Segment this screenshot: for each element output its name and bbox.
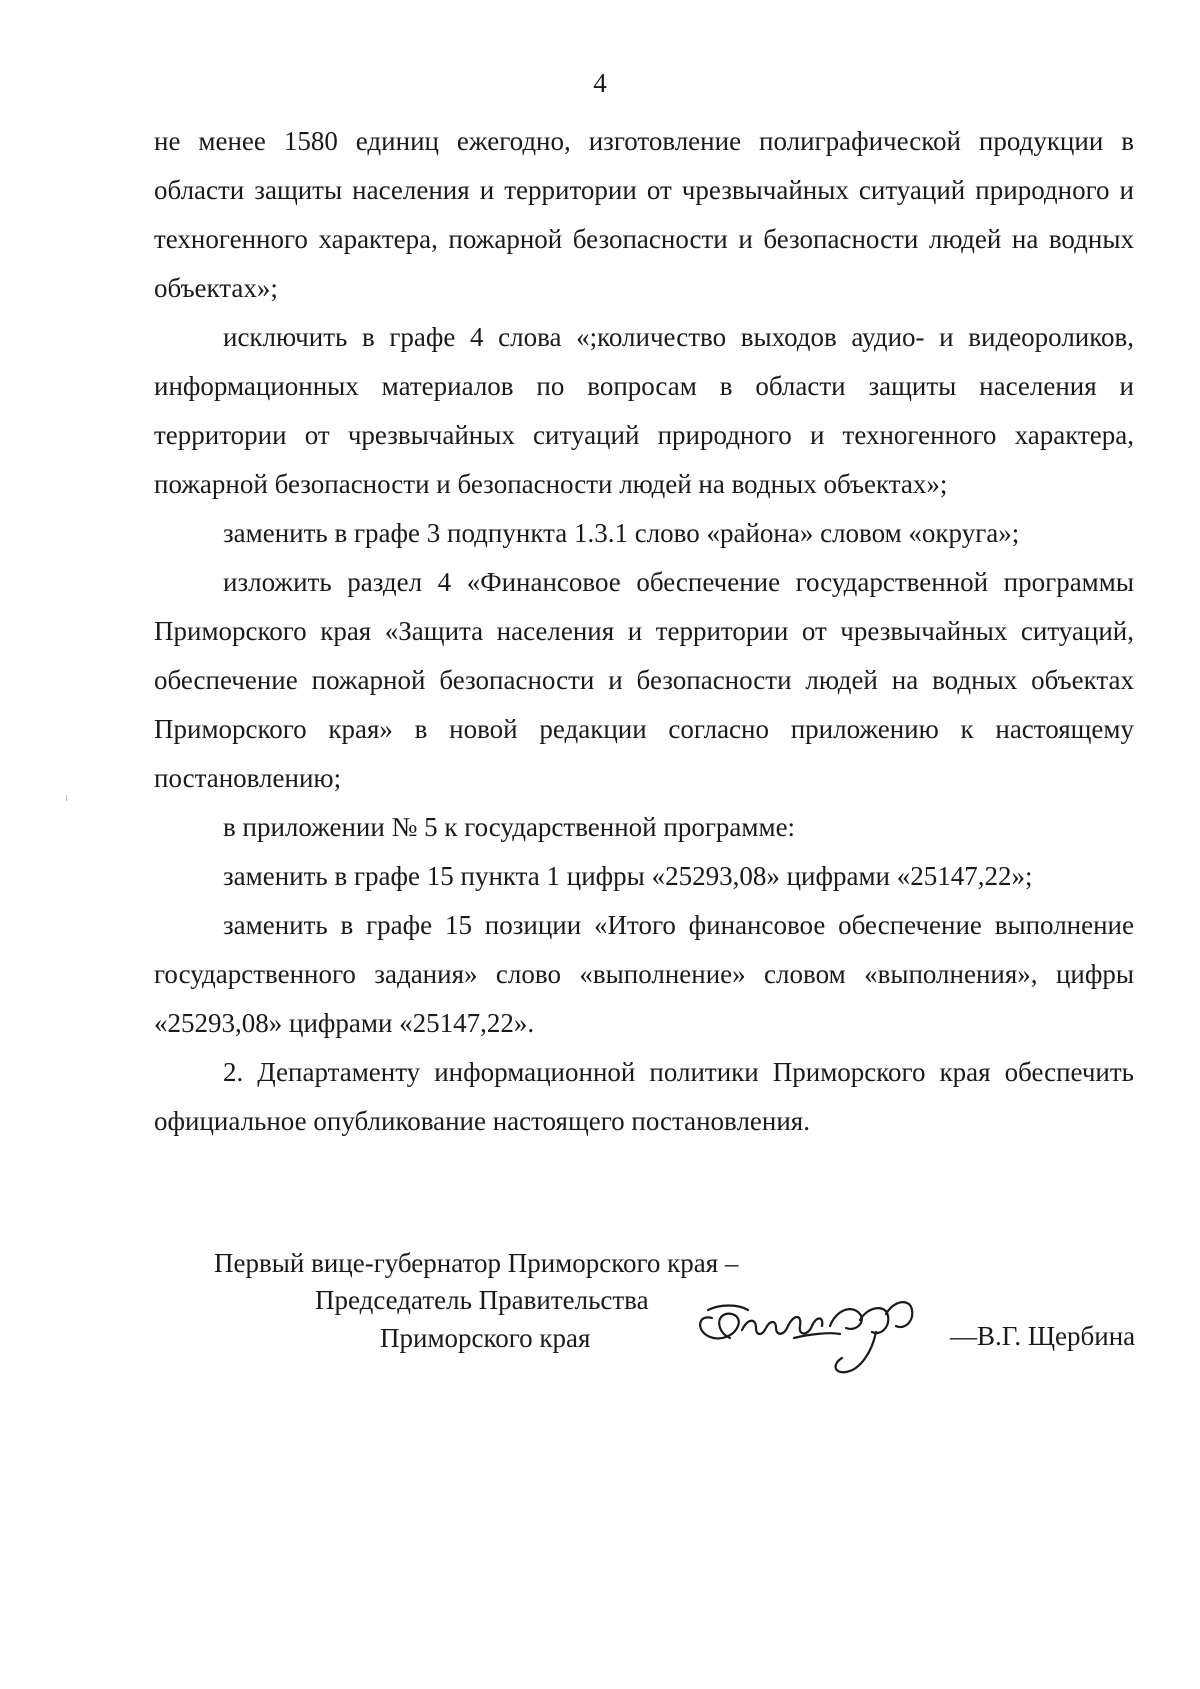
signer-title-line-1: Первый вице-губернатор Приморского края – bbox=[214, 1248, 739, 1278]
signer-title-line-2: Председатель Правительства bbox=[315, 1285, 649, 1315]
scan-mark bbox=[66, 795, 67, 801]
paragraph-replace-figures-total: заменить в графе 15 позиции «Итого финансовое обеспечение выполнение государственного задания» слово «выполнение» словом «выполнения», цифры «25293,08» цифрами «25147,22». bbox=[154, 910, 1134, 1038]
paragraph-section-4: изложить раздел 4 «Финансовое обеспечение государственной программы Приморского края «Защита населения и территории от чрезвычайных ситуаций, обеспечение пожарной безопасности и безопасности людей на водных объектах Приморского края» в новой редакции согласно приложению к настоящему постановлению; bbox=[154, 567, 1134, 793]
paragraph-publication: 2. Департаменту информационной политики Приморского края обеспечить официальное опубликование настоящего постановления. bbox=[154, 1057, 1134, 1136]
page-number: 4 bbox=[593, 68, 607, 98]
signer-title-line-3: Приморского края bbox=[380, 1323, 591, 1353]
paragraph-exclude-words: исключить в графе 4 слова «;количество выходов аудио- и видеороликов, информационных материалов по вопросам в области защиты населения и территории от чрезвычайных ситуаций природного и техногенного характера, пожарной безопасности и безопасности людей на водных объектах»; bbox=[154, 322, 1134, 499]
handwritten-signature bbox=[690, 1270, 960, 1390]
paragraph-replace-district: заменить в графе 3 подпункта 1.3.1 слово «района» словом «округа»; bbox=[223, 518, 1020, 548]
paragraph-appendix-5: в приложении № 5 к государственной программе: bbox=[223, 812, 796, 842]
document-body bbox=[154, 117, 1134, 1146]
paragraph-replace-figures-1: заменить в графе 15 пункта 1 цифры «25293,08» цифрами «25147,22»; bbox=[223, 861, 1033, 891]
paragraph-continuation: не менее 1580 единиц ежегодно, изготовление полиграфической продукции в области защиты населения и территории от чрезвычайных ситуаций природного и техногенного характера, пожарной безопасности и безопасности людей на водных объектах»; bbox=[154, 126, 1134, 303]
signer-name: —В.Г. Щербина bbox=[950, 1321, 1136, 1351]
